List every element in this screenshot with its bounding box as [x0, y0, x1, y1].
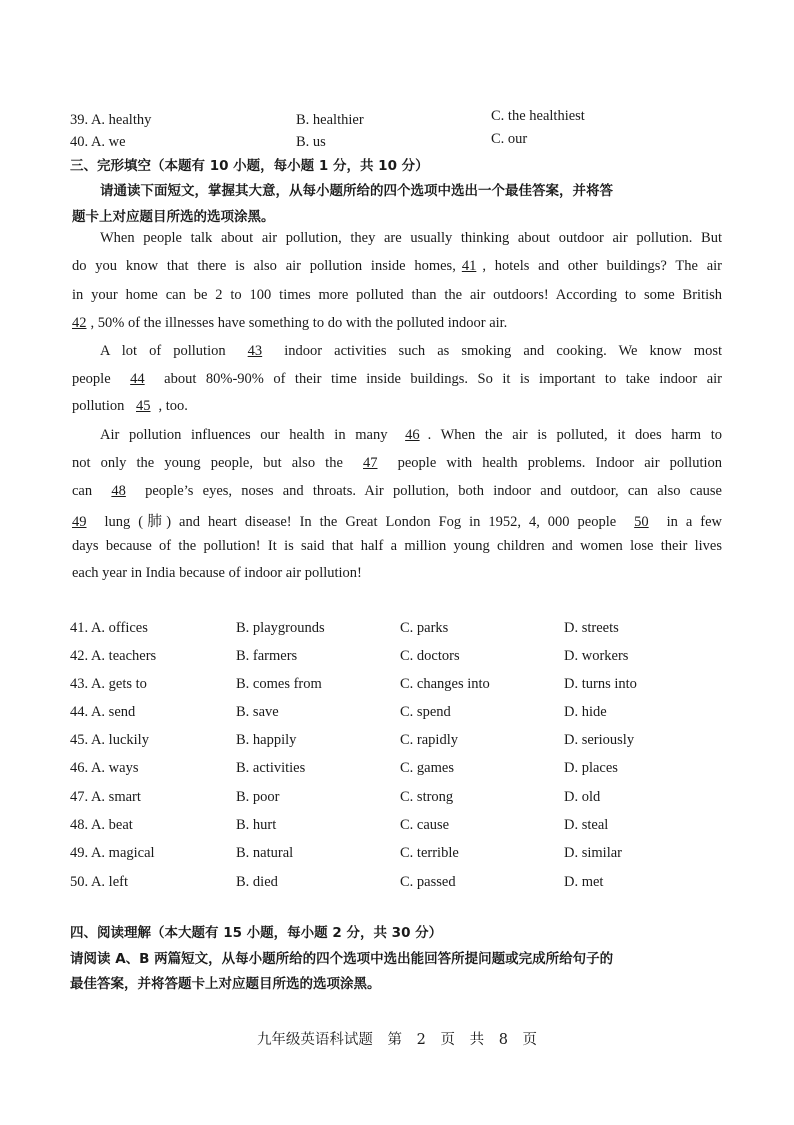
- option-c: C. doctors: [400, 648, 460, 664]
- text-segment: A lot of pollution: [100, 343, 226, 359]
- question-42-options: [0, 648, 794, 668]
- page-footer: 九年级英语科试题 第 2 页 共 8 页: [256, 1032, 538, 1048]
- option-a: 49. A. magical: [70, 845, 155, 861]
- option-40-c: C. our: [491, 131, 528, 147]
- text-segment: in a few: [666, 514, 723, 530]
- option-c: C. parks: [400, 620, 449, 636]
- option-c: C. cause: [400, 817, 450, 833]
- passage-p2-line-3: [72, 398, 722, 415]
- passage-p3-line-2: [72, 455, 722, 472]
- text-segment: about 80%-90% of their time inside buildings. So it is important to take indoor air: [164, 371, 722, 387]
- option-d: D. met: [564, 874, 604, 890]
- option-d: D. steal: [564, 817, 609, 833]
- option-d: D. hide: [564, 704, 607, 720]
- text-segment: do you know that there is also air pollution inside homes,: [72, 258, 456, 274]
- passage-p1-line-3: in your home can be 2 to 100 times more polluted than the air outdoors! According to some British: [72, 287, 722, 303]
- question-47-options: [0, 789, 794, 809]
- passage-p1-line-1: When people talk about air pollution, they are usually thinking about outdoor air pollution. But: [100, 230, 722, 246]
- text-segment: not only the young people, but also the: [72, 455, 343, 471]
- blank-44: 44: [130, 371, 145, 387]
- passage-p3-line-5: days because of the pollution! It is said that half a million young children and women lose their lives: [72, 538, 722, 554]
- question-46-options: [0, 760, 794, 780]
- option-a: 43. A. gets to: [70, 676, 147, 692]
- option-c: C. games: [400, 760, 454, 776]
- option-39-c: C. the healthiest: [491, 108, 585, 124]
- section-3-instruction-line-1: 请通读下面短文，掌握其大意，从每小题所给的四个选项中选出一个最佳答案，并将答: [100, 183, 613, 199]
- option-a: 46. A. ways: [70, 760, 139, 776]
- question-49-options: [0, 845, 794, 865]
- question-40-options: [0, 131, 794, 154]
- text-segment: pollution: [72, 398, 125, 414]
- option-d: D. seriously: [564, 732, 635, 748]
- section-4-instruction-line-2: 最佳答案，并将答题卡上对应题目所选的选项涂黑。: [70, 976, 381, 992]
- option-d: D. turns into: [564, 676, 637, 692]
- question-48-options: [0, 817, 794, 837]
- option-d: D. old: [564, 789, 601, 805]
- option-39-a: 39. A. healthy: [70, 112, 152, 128]
- passage-p2-line-1: [100, 343, 722, 360]
- passage-p2-line-2: [72, 371, 722, 388]
- text-segment: people’s eyes, noses and throats. Air pollution, both indoor and outdoor, can also cause: [145, 483, 722, 499]
- option-b: B. happily: [236, 732, 297, 748]
- text-segment: people with health problems. Indoor air pollution: [397, 455, 723, 471]
- option-b: B. natural: [236, 845, 294, 861]
- option-c: C. spend: [400, 704, 451, 720]
- option-d: D. similar: [564, 845, 622, 861]
- option-b: B. playgrounds: [236, 620, 325, 636]
- text-segment: , hotels and other buildings? The air: [482, 258, 722, 274]
- option-c: C. strong: [400, 789, 454, 805]
- option-d: D. places: [564, 760, 618, 776]
- option-a: 44. A. send: [70, 704, 136, 720]
- question-43-options: [0, 676, 794, 696]
- question-45-options: [0, 732, 794, 752]
- text-segment: people: [72, 371, 111, 387]
- option-b: B. farmers: [236, 648, 298, 664]
- option-a: 42. A. teachers: [70, 648, 157, 664]
- passage-p1-line-2: [72, 258, 722, 275]
- passage-p1-line-4: [72, 315, 722, 332]
- blank-47: 47: [363, 455, 378, 471]
- question-50-options: [0, 874, 794, 894]
- option-a: 41. A. offices: [70, 620, 148, 636]
- option-40-b: B. us: [296, 134, 326, 150]
- text-segment: indoor activities such as smoking and cooking. We know most: [284, 343, 722, 359]
- question-41-options: [0, 620, 794, 640]
- text-segment: Air pollution influences our health in many: [100, 427, 388, 443]
- section-4-instruction-line-1: 请阅读 A、B 两篇短文，从每小题所给的四个选项中选出能回答所提问题或完成所给句子的: [70, 951, 614, 967]
- option-39-b: B. healthier: [296, 112, 364, 128]
- option-b: B. comes from: [236, 676, 322, 692]
- blank-45: 45: [136, 398, 151, 414]
- option-c: C. rapidly: [400, 732, 458, 748]
- blank-43: 43: [247, 343, 263, 359]
- option-b: B. poor: [236, 789, 280, 805]
- option-a: 50. A. left: [70, 874, 128, 890]
- blank-48: 48: [111, 483, 126, 499]
- blank-42: 42: [72, 315, 87, 331]
- text-segment: can: [72, 483, 93, 499]
- option-a: 45. A. luckily: [70, 732, 149, 748]
- option-b: B. died: [236, 874, 278, 890]
- question-39-options: [0, 108, 794, 132]
- text-segment: . When the air is polluted, it does harm to: [427, 427, 722, 443]
- section-3-instruction-line-2: 题卡上对应题目所选的选项涂黑。: [72, 209, 275, 225]
- option-a: 47. A. smart: [70, 789, 141, 805]
- blank-46: 46: [405, 427, 420, 443]
- passage-p3-line-3: [72, 483, 722, 500]
- option-d: D. workers: [564, 648, 629, 664]
- option-c: C. terrible: [400, 845, 459, 861]
- blank-50: 50: [634, 514, 649, 530]
- option-a: 48. A. beat: [70, 817, 133, 833]
- passage-p3-line-6: each year in India because of indoor air pollution!: [72, 565, 362, 581]
- text-segment: lung (肺) and heart disease! In the Great London Fog in 1952, 4, 000 people: [104, 514, 617, 530]
- passage-p3-line-4: [72, 510, 722, 531]
- section-4-heading: 四、阅读理解（本大题有 15 小题，每小题 2 分，共 30 分）: [70, 925, 443, 941]
- option-b: B. activities: [236, 760, 306, 776]
- section-3-heading: 三、完形填空（本题有 10 小题，每小题 1 分，共 10 分）: [70, 158, 429, 174]
- option-d: D. streets: [564, 620, 619, 636]
- text-segment: , 50% of the illnesses have something to do with the polluted indoor air.: [90, 315, 508, 331]
- passage-p3-line-1: [100, 427, 722, 444]
- text-segment: , too.: [158, 398, 188, 414]
- option-c: C. changes into: [400, 676, 490, 692]
- question-44-options: [0, 704, 794, 724]
- blank-49: 49: [72, 514, 87, 530]
- blank-41: 41: [461, 258, 477, 274]
- option-b: B. save: [236, 704, 279, 720]
- option-40-a: 40. A. we: [70, 134, 126, 150]
- option-c: C. passed: [400, 874, 456, 890]
- option-b: B. hurt: [236, 817, 277, 833]
